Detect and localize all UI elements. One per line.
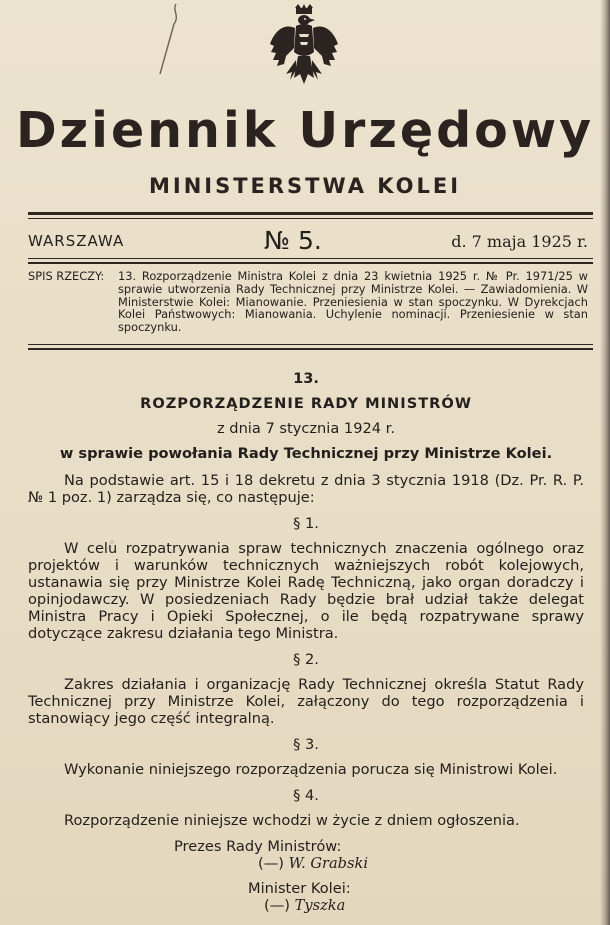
page-edge-shadow <box>600 0 610 925</box>
signature-line <box>28 897 584 914</box>
paper-stain <box>420 820 426 826</box>
signature-name: W. Grabski <box>288 855 369 872</box>
section-text: Zakres działania i organizację Rady Technicznej określa Statut Rady Technicznej przy Ministrze Kolei, załączony do tego rozporządzenia i stanowiący jego część integralną. <box>28 676 584 727</box>
document-heading: ROZPORZĄDZENIE RADY MINISTRÓW <box>140 395 472 412</box>
section-mark: § 1. <box>293 515 319 532</box>
section-mark: § 2. <box>293 651 319 668</box>
toc-label: SPIS RZECZY: <box>28 269 105 283</box>
toc-rule-thick <box>28 348 593 350</box>
signature-role: Minister Kolei: <box>248 880 351 897</box>
document-body <box>28 370 584 914</box>
issue-date: d. 7 maja 1925 r. <box>451 232 588 251</box>
ministry-subtitle: MINISTERSTWA KOLEI <box>148 174 462 198</box>
section-text: W celu rozpatrywania spraw technicznych znaczenia ogólnego oraz projektów i warunków technicznych ważniejszych robót kolejowych, ustanawia się przy Ministrze Kolei Radę Techniczną, jako organ doradczy i opinjodawczy. W posiedzeniach Rady będzie brał udział także delegat Ministra Pracy i Opieki Społecznej, o ile będą rozpatrywane sprawy dotyczące zakresu działania tego Ministra. <box>28 540 584 642</box>
signature-role: Prezes Rady Ministrów: <box>174 838 342 855</box>
document-preamble: Na podstawie art. 15 i 18 dekretu z dnia 3 stycznia 1918 (Dz. Pr. R. P. № 1 poz. 1) zarządza się, co następuje: <box>28 472 584 506</box>
journal-title: Dziennik Urzędowy <box>15 102 595 159</box>
document-subject: w sprawie powołania Rady Technicznej przy Ministrze Kolei. <box>59 445 553 462</box>
section-mark: § 3. <box>293 736 319 753</box>
city-name: WARSZAWA <box>28 232 125 250</box>
top-rule-thick <box>28 212 593 215</box>
masthead-row <box>28 228 588 256</box>
section-mark: § 4. <box>293 787 319 804</box>
signature-mark: (—) <box>264 897 290 914</box>
document-number: 13. <box>293 370 319 387</box>
issue-number: № 5. <box>264 226 322 255</box>
signature-line <box>28 855 584 872</box>
paper-stain <box>110 540 114 544</box>
masthead-rule-thin <box>28 258 593 259</box>
toc-rule-thin <box>28 344 593 345</box>
top-rule-thin <box>28 218 593 219</box>
signature-name: Tyszka <box>294 897 346 914</box>
section-text: Rozporządzenie niniejsze wchodzi w życie z dniem ogłoszenia. <box>64 812 520 829</box>
toc-text: 13. Rozporządzenie Ministra Kolei z dnia 23 kwietnia 1925 r. № Pr. 1971/25 w sprawie utworzenia Rady Technicznej przy Ministrze Kolei. — Zawiadomienia. W Ministerstwie Kolei: Mianowanie. Przeniesienia w stan spoczynku. W Dyrekcjach Kolei Państwowych: Mianowania. Uchylenie nominacji. Przeniesienie w stan spoczynku. <box>118 269 588 335</box>
eagle-emblem-icon <box>268 4 340 96</box>
signature-mark: (—) <box>258 855 284 872</box>
section-text: Wykonanie niniejszego rozporządzenia porucza się Ministrowi Kolei. <box>64 761 558 778</box>
pencil-mark <box>150 2 190 82</box>
document-date-line: z dnia 7 stycznia 1924 r. <box>217 420 395 437</box>
masthead-rule-thick <box>28 262 593 264</box>
